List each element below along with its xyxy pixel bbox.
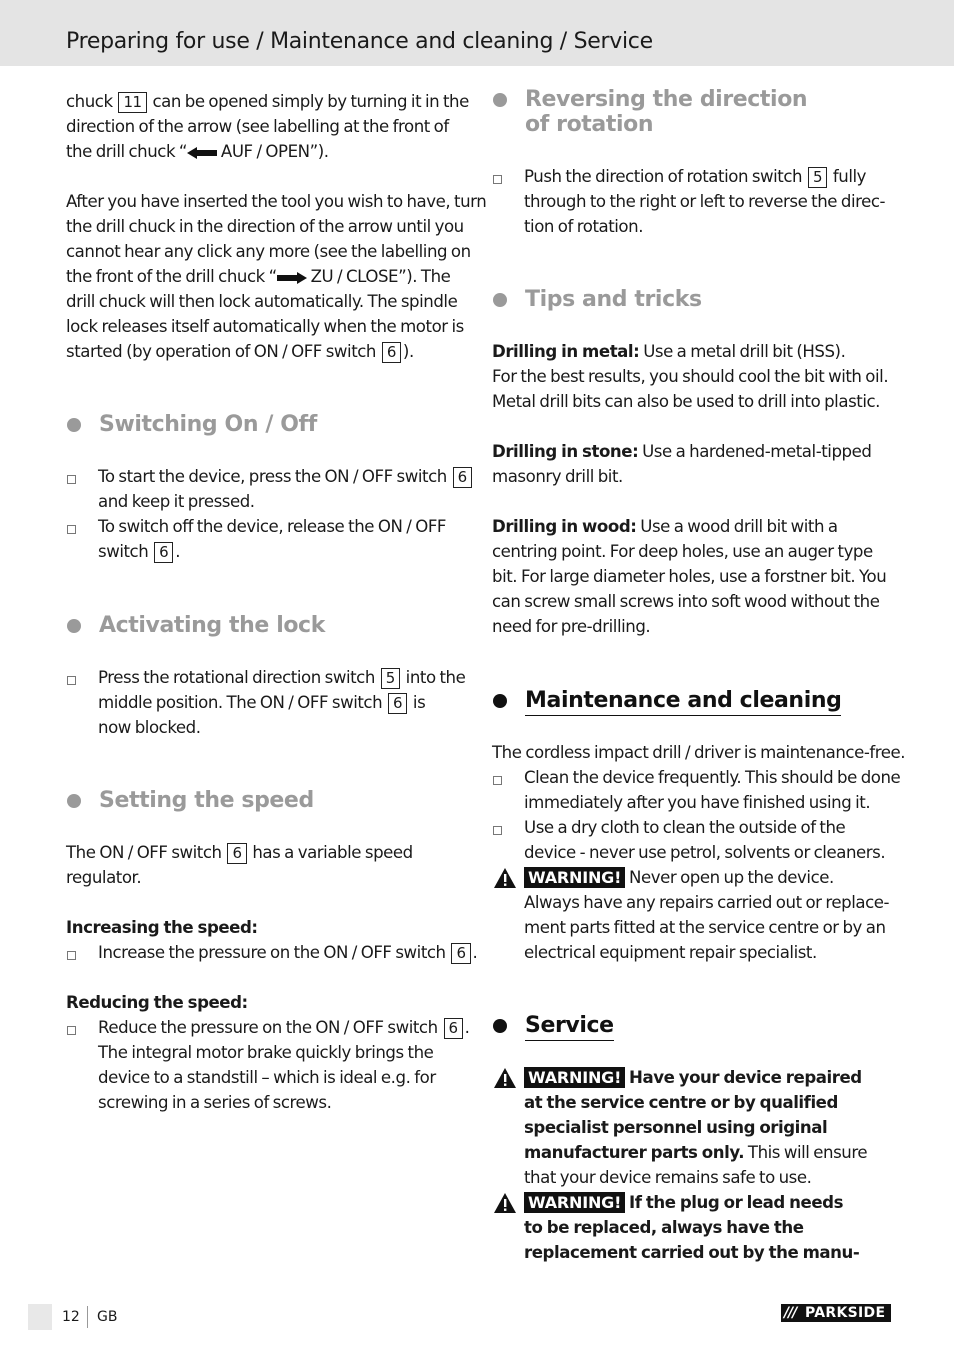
text: need for pre-drilling. — [492, 617, 651, 636]
text: can be opened simply by turning it in the — [152, 92, 469, 111]
part-number: 6 — [451, 943, 470, 964]
text: into the — [405, 668, 466, 687]
text: Increase the pressure on the ON / OFF switch — [98, 943, 446, 962]
text: through to the right or left to reverse the direc- — [524, 192, 886, 211]
heading-text: Maintenance and cleaning — [525, 688, 841, 716]
heading-text: Service — [525, 1013, 614, 1041]
tips-metal — [492, 339, 892, 414]
text: the drill chuck “ — [66, 142, 188, 161]
heading-text: Tips and tricks — [525, 287, 702, 312]
text: fully — [832, 167, 867, 186]
text: started (by operation of ON / OFF switch — [66, 342, 376, 361]
bullet-dot-icon — [67, 794, 81, 808]
text: cannot hear any click any more (see the labelling on — [66, 242, 471, 261]
language-code: GB — [97, 1309, 118, 1325]
bold-text: specialist personnel using original — [524, 1118, 828, 1137]
text: middle position. The ON / OFF switch — [98, 693, 383, 712]
bullet-dot-icon — [493, 293, 507, 307]
bold-text: If the plug or lead needs — [629, 1193, 843, 1212]
part-number: 11 — [118, 92, 146, 113]
after-paragraph — [66, 189, 487, 364]
warning-triangle-icon — [493, 867, 517, 889]
bold-text: manufacturer parts only. — [524, 1143, 745, 1162]
page-title: Preparing for use / Maintenance and cleaning / Service — [66, 29, 653, 54]
square-bullet-icon — [66, 672, 78, 684]
text: lock releases itself automatically when the motor is — [66, 317, 464, 336]
text: AUF / OPEN”). — [220, 142, 329, 161]
text: centring point. For deep holes, use an auger type — [492, 542, 873, 561]
bold-text: replacement carried out by the manu- — [524, 1243, 860, 1262]
text: Reduce the pressure on the ON / OFF switch — [98, 1018, 438, 1037]
text: Never open up the device. — [629, 868, 834, 887]
text: For the best results, you should cool the bit with oil. — [492, 367, 889, 386]
logo-text: PARKSIDE — [805, 1305, 886, 1321]
text: bit. For large diameter holes, use a forstner bit. You — [492, 567, 887, 586]
tips-wood — [492, 514, 892, 639]
text: . — [175, 542, 181, 561]
part-number: 6 — [382, 342, 401, 363]
text: . — [472, 943, 478, 962]
arrow-left-icon — [187, 147, 217, 159]
warning-triangle-icon — [493, 1067, 517, 1089]
text: masonry drill bit. — [492, 467, 623, 486]
bold-label: Drilling in wood: — [492, 517, 637, 536]
speed-paragraph — [66, 840, 466, 890]
part-number: 6 — [388, 693, 407, 714]
logo-stripes: /// — [784, 1305, 797, 1321]
square-bullet-icon — [66, 1022, 78, 1034]
text: Push the direction of rotation switch — [524, 167, 803, 186]
text: drill chuck will then lock automatically. The spindle — [66, 292, 458, 311]
text: can screw small screws into soft wood without the — [492, 592, 880, 611]
heading-text: Setting the speed — [99, 788, 314, 813]
part-number: 5 — [808, 167, 827, 188]
bullet-dot-icon — [493, 1019, 507, 1033]
bullet-dot-icon — [67, 619, 81, 633]
footer-divider — [87, 1306, 88, 1328]
heading-text: Switching On / Off — [99, 412, 317, 437]
text: is — [412, 693, 426, 712]
text: immediately after you have finished using it. — [524, 793, 871, 812]
heading-line: Reversing the direction — [525, 87, 808, 112]
text: chuck — [66, 92, 113, 111]
text: Use a metal drill bit (HSS). — [643, 342, 846, 361]
text: The integral motor brake quickly brings the — [98, 1043, 434, 1062]
parkside-logo — [781, 1304, 891, 1322]
text: and keep it pressed. — [98, 492, 255, 511]
footer-marker — [28, 1304, 52, 1330]
text: device - never use petrol, solvents or cleaners. — [524, 843, 886, 862]
text: Use a hardened-metal-tipped — [642, 442, 872, 461]
text: now blocked. — [98, 718, 201, 737]
bold-text: to be replaced, always have the — [524, 1218, 804, 1237]
square-bullet-icon — [66, 521, 78, 533]
square-bullet-icon — [492, 772, 504, 784]
tips-stone — [492, 439, 892, 489]
page-number: 12 — [62, 1309, 80, 1325]
part-number: 6 — [444, 1018, 463, 1039]
text: Use a dry cloth to clean the outside of the — [524, 818, 846, 837]
text: Clean the device frequently. This should be done — [524, 768, 901, 787]
text: To start the device, press the ON / OFF switch — [98, 467, 447, 486]
square-bullet-icon — [492, 171, 504, 183]
text: Always have any repairs carried out or replace- — [524, 893, 890, 912]
warning-triangle-icon — [493, 1192, 517, 1214]
heading-text — [525, 87, 807, 137]
square-bullet-icon — [66, 471, 78, 483]
text: Metal drill bits can also be used to drill into plastic. — [492, 392, 880, 411]
square-bullet-icon — [66, 947, 78, 959]
text: switch — [98, 542, 149, 561]
text: This will ensure — [747, 1143, 868, 1162]
text: Press the rotational direction switch — [98, 668, 375, 687]
part-number: 6 — [154, 542, 173, 563]
text: the front of the drill chuck “ — [66, 267, 277, 286]
text: Use a wood drill bit with a — [640, 517, 838, 536]
text: . — [464, 1018, 470, 1037]
warning-badge: WARNING! — [524, 1067, 625, 1088]
heading-line: of rotation — [525, 112, 654, 137]
text: that your device remains safe to use. — [524, 1168, 812, 1187]
reduce-speed — [66, 990, 470, 1112]
increase-speed — [66, 915, 478, 962]
text: screwing in a series of screws. — [98, 1093, 332, 1112]
text: direction of the arrow (see labelling at the front of — [66, 117, 449, 136]
text: electrical equipment repair specialist. — [524, 943, 817, 962]
warning-badge: WARNING! — [524, 1192, 625, 1213]
text: ). — [402, 342, 414, 361]
text: ZU / CLOSE”). The — [310, 267, 451, 286]
warning-badge: WARNING! — [524, 867, 625, 888]
maintenance-body — [492, 740, 906, 962]
bold-text: at the service centre or by qualified — [524, 1093, 838, 1112]
text: tion of rotation. — [524, 217, 644, 236]
text: After you have inserted the tool you wish to have, turn — [66, 192, 487, 211]
text: The ON / OFF switch — [66, 843, 222, 862]
part-number: 6 — [453, 467, 472, 488]
bold-text: Have your device repaired — [629, 1068, 862, 1087]
part-number: 5 — [381, 668, 400, 689]
arrow-right-icon — [277, 272, 307, 284]
text: ment parts fitted at the service centre or by an — [524, 918, 886, 937]
text: To switch off the device, release the ON / OFF — [98, 517, 447, 536]
part-number: 6 — [227, 843, 246, 864]
text: The cordless impact drill / driver is maintenance-free. — [492, 743, 906, 762]
text: regulator. — [66, 868, 142, 887]
subheading: Reducing the speed: — [66, 993, 248, 1012]
heading-text: Activating the lock — [99, 613, 325, 638]
bold-label: Drilling in stone: — [492, 442, 639, 461]
subheading: Increasing the speed: — [66, 918, 258, 937]
bullet-dot-icon — [493, 93, 507, 107]
bold-label: Drilling in metal: — [492, 342, 640, 361]
square-bullet-icon — [492, 822, 504, 834]
text: the drill chuck in the direction of the arrow until you — [66, 217, 464, 236]
bullet-dot-icon — [493, 694, 507, 708]
intro-paragraph — [66, 89, 469, 164]
page-header — [0, 0, 954, 66]
bullet-dot-icon — [67, 418, 81, 432]
text: device to a standstill – which is ideal e.g. for — [98, 1068, 436, 1087]
text: has a variable speed — [252, 843, 413, 862]
